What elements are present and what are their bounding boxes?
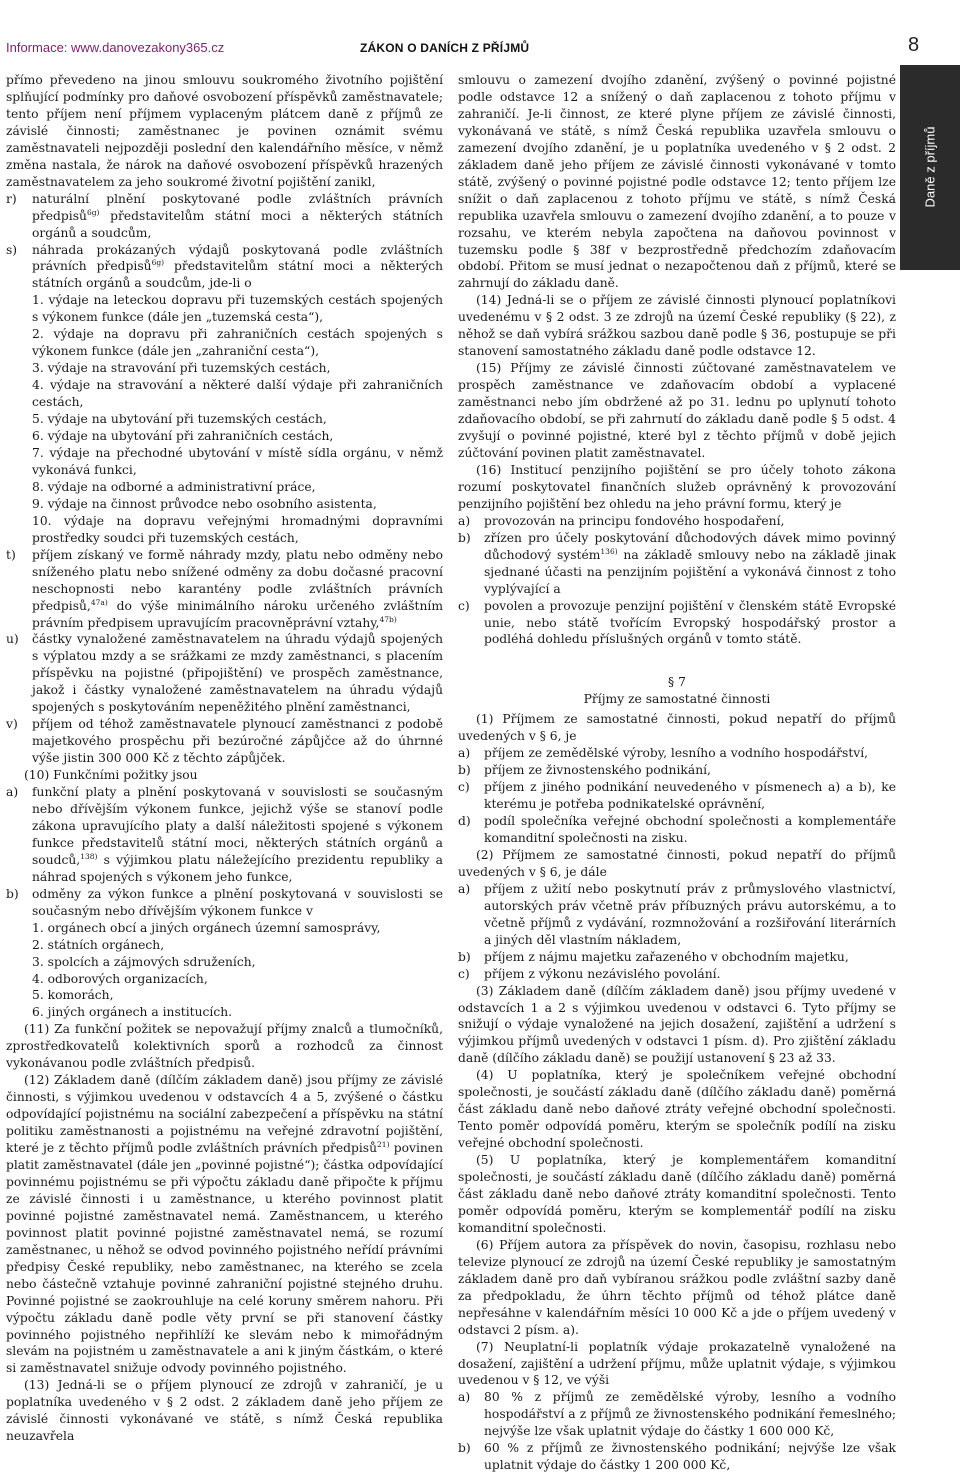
item-label: d) <box>458 814 471 829</box>
item-text: příjem získaný ve formě náhrady mzdy, platu nebo odměny nebo sníženého platu nebo snížené odměny za dobu dočasné pracovní neschopnosti nebo karantény podle zvláštních právních předpisů, <box>32 547 443 613</box>
s7-paragraph-6: (6) Příjem autora za příspěvek do novin, časopisu, rozhlasu nebo televize plynoucí ze zdrojů na území České republiky je samostatným základem daně pro daň vybíranou srážkou podle zvláštní sazby daně za předpokladu, že úhrn těchto příjmů od téhož plátce daně nepřesáhne v kalendářním měsíci 10 000 Kč a jde o příjem uvedený v odstavci 2 písm. a). <box>458 1237 896 1337</box>
numbered-item: 2. výdaje na dopravu při zahraničních cestách spojených s výkonem funkce (dále jen „zahraniční cesta“), <box>32 327 443 359</box>
item-text: s výjimkou platu náležejícího prezidentu republiky a náhrad spojených s výkonem jeho funkce, <box>32 852 443 884</box>
item-label: a) <box>6 785 19 800</box>
footnote-ref: 47a) <box>90 597 108 607</box>
footnote-ref: 21) <box>377 1139 390 1149</box>
paragraph-text: povinen platit zaměstnavatel (dále jen „povinné pojistné“); částka odpovídající povinnému pojistnému se při výpočtu základu daně připočte k příjmu ze závislé činnosti i u zaměstnance, u kterého povinnost platit povinné pojistné zaměstnavatel nemá. Zaměstnancem, u kterého povinnost platit povinné pojistné zaměstnavatel nemá, se rozumí zaměstnanec, u něhož se odvod povinného pojistného neřídí právními předpisy České republiky, nebo zaměstnanec, na kterého se zcela nebo částečně vztahuje povinné zahraniční pojistné stejného druhu. Povinné pojistné se zaokrouhluje na celé koruny směrem nahoru. Při výpočtu základu daně podle věty první se při stanovení částky povinného pojistného nepřihlíží ke slevám nebo k mimořádným slevám na pojistném u zaměstnavatele a ani k jiným částkám, o které si zaměstnavatel snižuje odvody povinného pojistného. <box>6 1141 443 1376</box>
item-t <box>6 547 443 632</box>
footnote-ref: 6g) <box>151 258 165 268</box>
page-number: 8 <box>908 34 920 56</box>
numbered-item: 6. výdaje na ubytování při zahraničních cestách, <box>32 429 334 444</box>
item-label: a) <box>458 1390 471 1405</box>
item-label: a) <box>458 746 471 761</box>
numbered-item: 3. spolcích a zájmových sdruženích, <box>32 954 256 969</box>
item-text: příjem z výkonu nezávislého povolání. <box>484 966 721 981</box>
item-text: příjem od téhož zaměstnavatele plynoucí zaměstnanci z podobě majetkového prospěchu při bezúročné zápůjčce až do úhrnné výše jistin 300 000 Kč z těchto zápůjček. <box>32 717 443 766</box>
list-item <box>458 779 896 813</box>
footnote-ref: 138) <box>80 851 98 861</box>
list-item <box>458 966 896 983</box>
item-text: podíl společníka veřejné obchodní společnosti a komplementáře komanditní společnosti na zisku. <box>484 814 896 845</box>
page-header <box>0 0 960 64</box>
paragraph-14: (14) Jedná-li se o příjem ze závislé činnosti plynoucí poplatníkovi uvedenému v § 2 odst. 3 ze zdrojů na území České republiky (§ 22), z něhož se daň vybírá srážkou sazbou daně podle § 36, postupuje se při stanovení samostatného základu daně podle odstavce 12. <box>458 293 896 359</box>
numbered-item: 7. výdaje na přechodné ubytování v místě sídla orgánu, v němž vykonává funkci, <box>32 445 443 477</box>
item-label: v) <box>6 717 18 732</box>
item-label: b) <box>458 763 471 778</box>
item-label: a) <box>458 513 471 528</box>
footnote-ref: 47b) <box>379 614 397 624</box>
numbered-item: 2. státních orgánech, <box>32 937 165 952</box>
item-text: příjem ze živnostenského podnikání, <box>484 763 711 778</box>
item-a <box>458 513 896 530</box>
side-tab <box>900 65 960 270</box>
item-label: t) <box>6 547 16 562</box>
item-label: b) <box>458 1441 471 1456</box>
continued-paragraph: smlouvu o zamezení dvojího zdanění, zvýšený o povinné pojistné podle odstavce 12 a snížený o daň zaplacenou z tohoto příjmu v zahraničí. Je-li činnost, ze které plyne příjem ze závislé činnosti, vykonávaná ve státě, s nímž Česká republika uzavřela smlouvu o zamezení dvojího zdanění, je u poplatníka uvedeného v § 2 odst. 2 základem daně jeho příjem ze závislé činnosti vykonávané v tomto státě, zvýšený o povinné pojistné podle odstavce 12; tento příjem lze snížit o daň zaplacenou z tohoto příjmu ve státě, s nímž Česká republika uzavřela smlouvu o zamezení dvojího zdanění, a to pouze v rozsahu, ve kterém nebyla započtena na daňovou povinnost v tuzemsku podle § 38f v bezprostředně předchozím zdaňovacím období. Přitom se musí jednat o nezapočtenou daň z příjmů, které se zahrnují do základu daně. <box>458 73 896 291</box>
item-text: příjem ze zemědělské výroby, lesního a vodního hospodářství, <box>484 746 869 761</box>
item-text: 60 % z příjmů ze živnostenského podnikání; nejvýše lze však uplatnit výdaje do částky 1 200 000 Kč, <box>484 1441 896 1473</box>
item-text: funkční platy a plnění poskytovaná v souvislosti se současným nebo dřívějším výkonem funkce, jejichž výše se stanoví podle zákona upravujícího platy a další náležitosti spojené s výkonem funkce představitelů státní moci, některých státních orgánů a soudců, <box>32 785 443 867</box>
item-label: b) <box>6 886 19 901</box>
item-text: povolen a provozuje penzijní pojištění v členském státě Evropské unie, nebo státě tvořícím Evropský hospodářský prostor a podléhá dohledu příslušných orgánů v tomto státě. <box>484 598 896 647</box>
list-item <box>458 1440 896 1474</box>
item-text: 80 % z příjmů ze zemědělské výroby, lesního a vodního hospodářství a z příjmů ze živnostenského podnikání řemeslného; nejvýše lze však uplatnit výdaje do částky 1 600 000 Kč, <box>484 1390 896 1439</box>
intro-paragraph: přímo převedeno na jinou smlouvu soukromého životního pojištění splňující podmínky pro daňové osvobození příspěvků zaměstnavatele; tento příjem není příjmem vyplaceným plátcem daně z příjmů ze závislé činnosti; zaměstnanec je povinen oznámit svému zaměstnavateli nejpozději poslední den kalendářního měsíce, v němž změna nastala, že nárok na daňové osvobození příspěvků hrazených zaměstnavatelem za jeho soukromé životní pojištění zanikl, <box>6 73 443 189</box>
s7-paragraph-5: (5) U poplatníka, který je komplementářem komanditní společnosti, je součástí základu daně (dílčího základu daně) poměrná část základu daně nebo daňové ztráty komanditní společnosti. Tento poměr odpovídá poměru, kterým se komplementář podílí na zisku komanditní společnosti. <box>458 1153 896 1235</box>
numbered-item: 4. výdaje na stravování a některé další výdaje při zahraničních cestách, <box>32 378 443 410</box>
numbered-item: 6. jiných orgánech a institucích. <box>32 1005 233 1020</box>
item-label: b) <box>458 530 471 545</box>
numbered-item: 1. orgánech obcí a jiných orgánech územní samosprávy, <box>32 920 381 935</box>
item-text: na základě smlouvy nebo na základě jinak sjednané účasti na penzijním pojištění a vykonává činnost z toho vyplývající a <box>484 547 896 596</box>
s7-paragraph-4: (4) U poplatníka, který je společníkem veřejné obchodní společnosti, je součástí základu daně (dílčího základu daně) poměrná část základu daně nebo daňové ztráty veřejné obchodní společnosti. Tento poměr odpovídá poměru, kterým se společník podílí na zisku veřejné obchodní společnosti. <box>458 1068 896 1151</box>
numbered-item: 4. odborových organizacích, <box>32 971 208 986</box>
item-text: příjem z jiného podnikání neuvedeného v písmenech a) a b), ke kterému je potřeba podnikatelské oprávnění, <box>484 780 896 812</box>
item-label: u) <box>6 632 19 647</box>
s7-paragraph-3: (3) Základem daně (dílčím základem daně) jsou příjmy uvedené v odstavcích 1 a 2 s výjimkou uvedenou v odstavci 6. Tyto příjmy se snižují o výdaje vynaložené na jejich dosažení, zajištění a udržení s výjimkou příjmů uvedených v odstavci 1 písm. d). Pro zjištění základu daně (dílčího základu daně) se použijí ustanovení § 23 až 33. <box>458 983 896 1066</box>
list-item <box>458 949 896 966</box>
s7-paragraph-7: (7) Neuplatní-li poplatník výdaje prokazatelně vynaložené na dosažení, zajištění a udržení příjmu, může uplatnit výdaje, s výjimkou uvedenou v § 12, ve výši <box>458 1339 896 1388</box>
footnote-ref: 6g) <box>86 207 100 217</box>
item-text: provozován na principu fondového hospodaření, <box>484 513 785 528</box>
list-item <box>458 813 896 847</box>
paragraph-text: (12) Základem daně (dílčím základem daně) jsou příjmy ze závislé činnosti, s výjimkou uvedenou v odstavcích 4 a 5, zvýšené o částku odpovídající pojistnému na sociální zabezpečení a příspěvku na státní politiku zaměstnanosti a pojistnému na veřejné zdravotní pojištění, které je z těchto příjmů podle zvláštních právních předpisů <box>6 1073 443 1156</box>
paragraph-12 <box>6 1072 443 1377</box>
item-label: c) <box>458 966 470 981</box>
s7-paragraph-1: (1) Příjmem ze samostatné činnosti, pokud nepatří do příjmů uvedených v § 6, je <box>458 712 896 744</box>
numbered-item: 3. výdaje na stravování při tuzemských cestách, <box>32 361 331 376</box>
item-text: odměny za výkon funkce a plnění poskytovaná v souvislosti se současným nebo dřívějším výkonem funkce v <box>32 886 443 918</box>
list-item <box>458 745 896 762</box>
item-text: představitelům státní moci a některých státních orgánů a soudcům, <box>32 208 443 240</box>
item-text: příjem z nájmu majetku zařazeného v obchodním majetku, <box>484 949 849 964</box>
item-text: náhrada prokázaných výdajů poskytovaná podle zvláštních právních předpisů <box>32 242 443 274</box>
item-text: zřízen pro účely poskytování důchodových dávek mimo povinný důchodový systém <box>484 530 896 562</box>
law-title: ZÁKON O DANÍCH Z PŘÍJMŮ <box>360 41 530 55</box>
item-label: a) <box>458 881 471 896</box>
paragraph-16: (16) Institucí penzijního pojištění se pro účely tohoto zákona rozumí poskytovatel finančních služeb oprávněný k provozování penzijního pojištění bez ohledu na jeho právní formu, který je <box>458 462 896 511</box>
paragraph-13: (13) Jedná-li se o příjem plynoucí ze zdrojů v zahraničí, je u poplatníka uvedeného v § 2 odst. 2 základem daně jeho příjem ze závislé činnosti vykonávané ve státě, s nímž Česká republika neuzavřela <box>6 1378 443 1444</box>
item-label: c) <box>458 598 470 613</box>
item-label: c) <box>458 780 470 795</box>
footnote-ref: 136) <box>600 546 618 556</box>
item-label: s) <box>6 242 18 257</box>
item-text: do výše minimálního nároku určeného zvláštním právním předpisem upravujícím pracovněprávní vztahy, <box>32 598 443 630</box>
numbered-item: 10. výdaje na dopravu veřejnými hromadnými dopravními prostředky soudci při tuzemských cestách, <box>32 513 443 545</box>
item-text: částky vynaložené zaměstnavatelem na úhradu výdajů spojených s výplatou mzdy a se srážkami ze mzdy zaměstnanci, s placením příspěvku na pojistné (připojištění) ve prospěch zaměstnance, jakož i částky vynaložené zaměstnavatelem na úhradu výdajů spojených s poskytováním nepeněžitého plnění zaměstnanci, <box>32 632 443 715</box>
item-r <box>6 191 443 242</box>
right-column <box>458 72 896 1474</box>
item-text: představitelům státní moci a některých státních orgánů a soudcům, jde-li o <box>32 259 444 291</box>
item-a <box>6 784 443 886</box>
list-item <box>458 881 896 949</box>
site-link[interactable]: Informace: www.danovezakony365.cz <box>6 40 225 55</box>
item-b <box>6 886 443 920</box>
numbered-item: 5. výdaje na ubytování při tuzemských cestách, <box>32 412 327 427</box>
side-tab-label: Daně z příjmů <box>922 126 938 208</box>
left-column <box>6 72 443 1445</box>
paragraph-15: (15) Příjmy ze závislé činnosti zúčtované zaměstnavatelem ve prospěch zaměstnance ve zdaňovacím období a vyplacené zaměstnanci nebo jím obdržené až po 31. lednu po uplynutí tohoto zdaňovacího období, se při zahrnutí do základu daně podle § 5 odst. 4 zvyšují o povinné pojistné, které byl z těchto příjmů v době jejich zúčtování povinen platit zaměstnavatel. <box>458 361 896 460</box>
item-b <box>458 530 896 598</box>
s7-paragraph-2: (2) Příjmem ze samostatné činnosti, pokud nepatří do příjmů uvedených v § 6, je dále <box>458 847 896 879</box>
item-c <box>458 598 896 649</box>
numbered-item: 1. výdaje na leteckou dopravu při tuzemských cestách spojených s výkonem funkce (dále jen „tuzemská cesta“), <box>32 293 443 325</box>
item-label: r) <box>6 191 17 206</box>
section-title: Příjmy ze samostatné činnosti <box>583 692 771 707</box>
item-v <box>6 716 443 767</box>
numbered-item: 8. výdaje na odborné a administrativní práce, <box>32 479 316 494</box>
numbered-item: 5. komorách, <box>32 988 114 1003</box>
item-label: b) <box>458 949 471 964</box>
paragraph-11: (11) Za funkční požitek se nepovažují příjmy znalců a tlumočníků, zprostředkovatelů kolektivních sporů a rozhodců za činnost vykonávanou podle zvláštních předpisů. <box>6 1022 443 1071</box>
item-text: naturální plnění poskytované podle zvláštních právních předpisů <box>32 191 443 223</box>
item-text: příjem z užití nebo poskytnutí práv z průmyslového vlastnictví, autorských práv včetně práv příbuzných právu autorskému, a to včetně příjmů z vydávání, rozmnožování a rozšiřování literárních a jiných děl vlastním nákladem, <box>484 881 896 947</box>
list-item <box>458 762 896 779</box>
section-number: § 7 <box>668 675 686 690</box>
item-s <box>6 242 443 293</box>
list-item <box>458 1389 896 1440</box>
numbered-item: 9. výdaje na činnost průvodce nebo osobního asistenta, <box>32 496 377 511</box>
paragraph-10-heading: (10) Funkčními požitky jsou <box>24 768 198 783</box>
item-u <box>6 631 443 716</box>
